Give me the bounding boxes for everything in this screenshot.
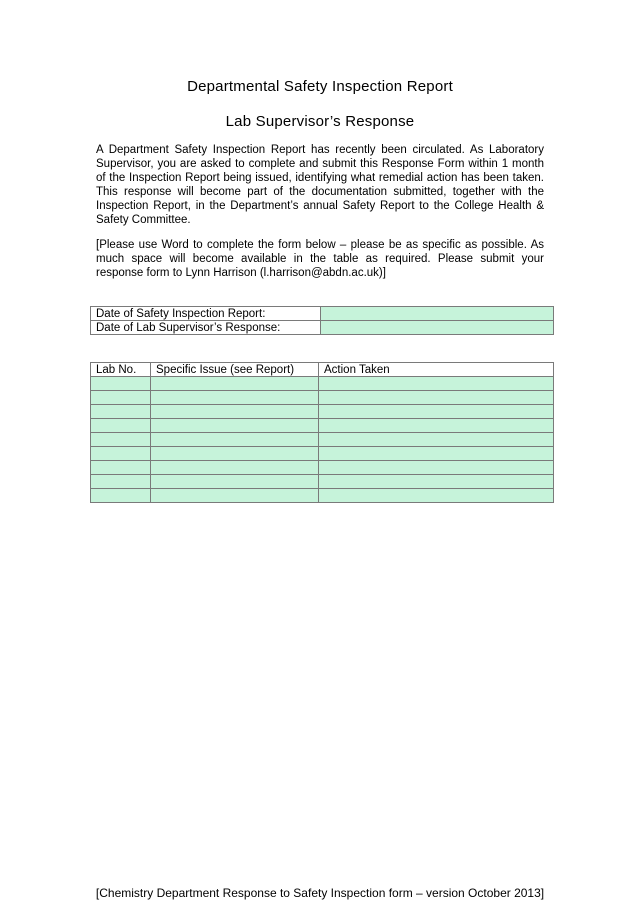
document-subtitle: Lab Supervisor’s Response	[225, 113, 415, 130]
table-row	[91, 405, 554, 419]
action-taken-cell[interactable]	[319, 489, 554, 503]
specific-issue-cell[interactable]	[151, 461, 319, 475]
specific-issue-cell[interactable]	[151, 391, 319, 405]
table-row	[91, 419, 554, 433]
inspection-date-label: Date of Safety Inspection Report:	[91, 307, 321, 321]
lab-no-cell[interactable]	[91, 433, 151, 447]
action-taken-cell[interactable]	[319, 461, 554, 475]
table-row	[91, 461, 554, 475]
document-title: Departmental Safety Inspection Report	[187, 78, 453, 95]
dates-table	[90, 306, 554, 335]
intro-paragraph: A Department Safety Inspection Report has recently been circulated. As Laboratory Supervisor, you are asked to complete and submit this Response Form within 1 month of the Inspection Report being issued, identifying what remedial action has been taken. This response will become part of the documentation submitted, together with the Inspection Report, in the Department’s annual Safety Report to the College Health & Safety Committee.	[96, 144, 544, 226]
action-taken-cell[interactable]	[319, 475, 554, 489]
table-row	[91, 489, 554, 503]
specific-issue-cell[interactable]	[151, 447, 319, 461]
lab-no-cell[interactable]	[91, 405, 151, 419]
response-date-field[interactable]	[321, 321, 554, 335]
table-row	[91, 377, 554, 391]
lab-no-cell[interactable]	[91, 391, 151, 405]
specific-issue-cell[interactable]	[151, 377, 319, 391]
footer-note: [Chemistry Department Response to Safety Inspection form – version October 2013]	[95, 886, 545, 900]
specific-issue-cell[interactable]	[151, 475, 319, 489]
lab-no-cell[interactable]	[91, 475, 151, 489]
issues-table	[90, 362, 554, 503]
specific-issue-cell[interactable]	[151, 433, 319, 447]
response-date-label: Date of Lab Supervisor’s Response:	[91, 321, 321, 335]
action-taken-cell[interactable]	[319, 405, 554, 419]
table-row	[91, 475, 554, 489]
specific-issue-cell[interactable]	[151, 419, 319, 433]
lab-no-cell[interactable]	[91, 461, 151, 475]
header-lab-no: Lab No.	[91, 363, 151, 377]
inspection-date-field[interactable]	[321, 307, 554, 321]
header-action-taken: Action Taken	[319, 363, 554, 377]
table-row	[91, 433, 554, 447]
specific-issue-cell[interactable]	[151, 405, 319, 419]
lab-no-cell[interactable]	[91, 489, 151, 503]
table-row	[91, 391, 554, 405]
action-taken-cell[interactable]	[319, 433, 554, 447]
action-taken-cell[interactable]	[319, 419, 554, 433]
table-row	[91, 447, 554, 461]
table-row	[91, 321, 554, 335]
instructions-paragraph: [Please use Word to complete the form below – please be as specific as possible. As much space will become available in the table as required. Please submit your response form to Lynn Harrison (l.harrison@abdn.ac.uk)]	[96, 239, 544, 279]
header-specific-issue: Specific Issue (see Report)	[151, 363, 319, 377]
table-row	[91, 307, 554, 321]
table-header-row	[91, 363, 554, 377]
lab-no-cell[interactable]	[91, 447, 151, 461]
specific-issue-cell[interactable]	[151, 489, 319, 503]
action-taken-cell[interactable]	[319, 447, 554, 461]
action-taken-cell[interactable]	[319, 391, 554, 405]
lab-no-cell[interactable]	[91, 377, 151, 391]
action-taken-cell[interactable]	[319, 377, 554, 391]
lab-no-cell[interactable]	[91, 419, 151, 433]
